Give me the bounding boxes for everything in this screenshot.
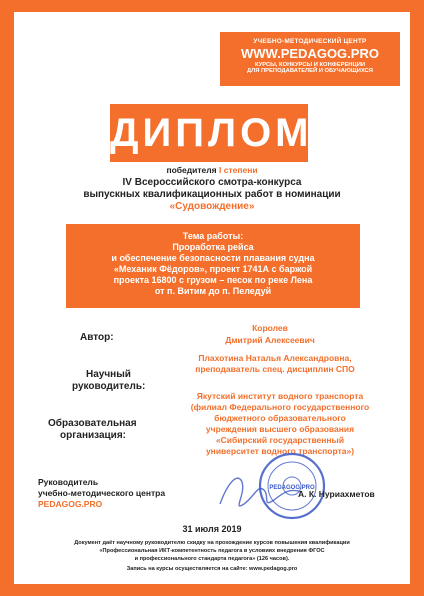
stamp-text: PEDAGOG.PRO (269, 485, 315, 491)
supervisor-position: преподаватель спец. дисциплин СПО (195, 364, 355, 374)
footer-brand: PEDAGOG.PRO (38, 499, 103, 509)
theme-line: и обеспечение безопасности плавания судна (111, 253, 315, 263)
author-label: Автор: (80, 332, 114, 343)
footer-head-2: учебно-методического центра (38, 488, 166, 498)
organization-line: Якутский институт водного транспорта (196, 391, 364, 401)
theme-line: от п. Витим до п. Пеледуй (154, 286, 272, 296)
theme-line: Проработка рейса (172, 242, 254, 252)
tagline-2: ДЛЯ ПРЕПОДАВАТЕЛЕЙ И ОБУЧАЮЩИХСЯ (247, 68, 373, 74)
winner-degree: I степени (219, 165, 258, 175)
organization-line: университет водного транспорта») (205, 446, 355, 456)
issue-date: 31 июля 2019 (182, 524, 242, 534)
contest-line-2: выпускных квалификационных работ в номинации (83, 189, 341, 200)
contest-line-1: IV Всероссийского смотра-конкурса (122, 177, 302, 188)
header-banner (220, 32, 400, 86)
note-line: Документ даёт научному руководителю скидку на прохождение курсов повышения квалификации (74, 540, 350, 546)
footer-head (38, 477, 165, 510)
organization-label-2: организация: (60, 430, 126, 441)
supervisor-name: Плахотина Наталья Александровна, (198, 353, 352, 363)
stamp-signature (214, 442, 334, 530)
supervisor-label-2: руководитель: (72, 381, 146, 392)
organization-line: бюджетного образовательного (214, 413, 346, 423)
organization-label-1: Образовательная (48, 418, 137, 429)
winner-line (0, 165, 424, 175)
note-line: «Профессиональная ИКТ-компетентность педагога в условиях внедрения ФГОС (99, 548, 325, 554)
footer-head-1: Руководитель (38, 477, 99, 487)
author-surname: Королев (252, 323, 288, 333)
nomination: «Судовождение» (169, 201, 255, 212)
site-link[interactable]: WWW.PEDAGOG.PRO (241, 46, 379, 61)
theme-box (66, 224, 360, 308)
organization-line: «Сибирский государственный (215, 435, 345, 445)
theme-line: проекта 16800 с грузом – песок по реке Лена (113, 275, 313, 285)
tagline-1: КУРСЫ, КОНКУРСЫ И КОНФЕРЕНЦИИ (254, 62, 366, 68)
author-name: Дмитрий Алексеевич (225, 335, 315, 345)
title-block (110, 104, 313, 162)
diploma-title: ДИПЛОМ (110, 111, 313, 155)
note-line: и профессионального стандарта педагога» (126 часов). (134, 556, 290, 562)
organization-line: (филиал Федерального государственного (190, 402, 370, 412)
organization-line: учреждения высшего образования (205, 424, 355, 434)
winner-prefix: победителя (166, 165, 217, 175)
theme-heading: Тема работы: (182, 231, 244, 241)
center-label: УЧЕБНО-МЕТОДИЧЕСКИЙ ЦЕНТР (253, 38, 367, 45)
stamp-icon (260, 454, 324, 518)
theme-line: «Механик Фёдоров», проект 1741А с баржой (113, 264, 313, 274)
supervisor-label-1: Научный (86, 369, 131, 380)
signer-name: А. К. Нуриахметов (298, 489, 375, 499)
note-line: Запись на курсы осуществляется на сайте: www.pedagog.pro (126, 566, 298, 572)
